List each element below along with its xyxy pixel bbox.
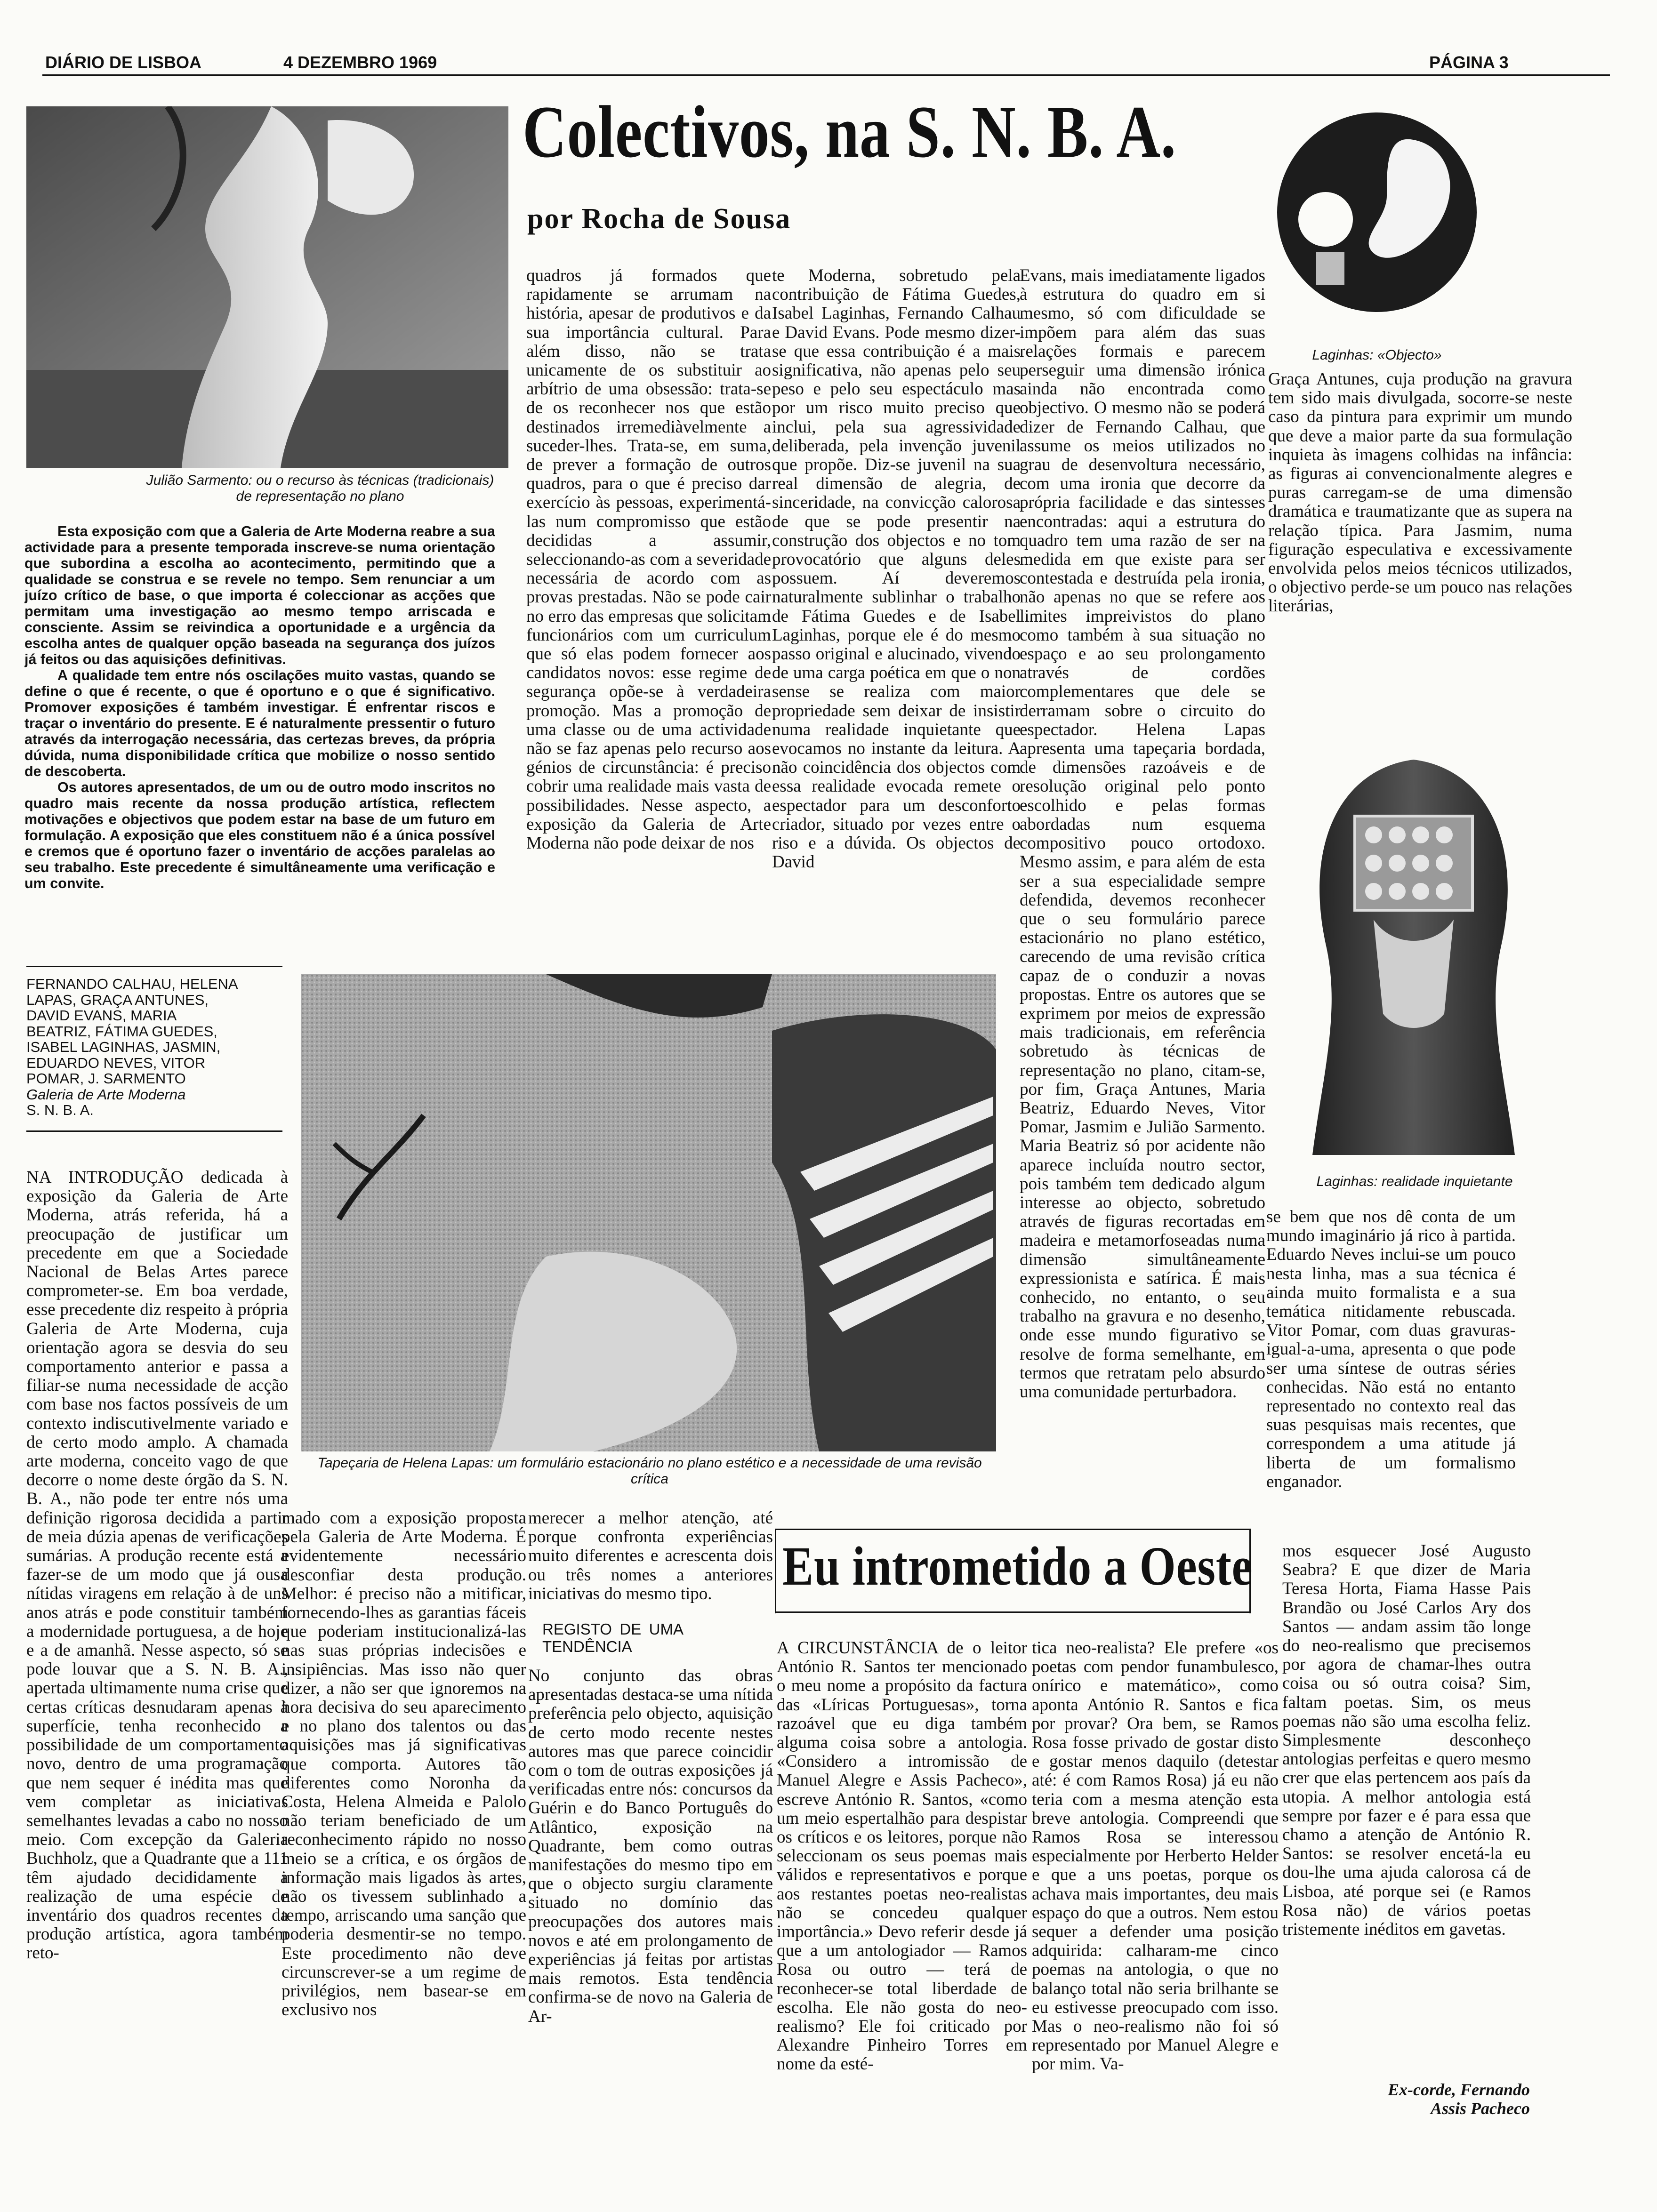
credits-line: ISABEL LAGINHAS, JASMIN, xyxy=(26,1039,221,1055)
article-column-d xyxy=(526,266,771,968)
article2-rule-bottom xyxy=(775,1611,1250,1613)
article2-column-3 xyxy=(1282,1542,1531,2079)
masthead-paper: DIÁRIO DE LISBOA xyxy=(45,53,202,72)
section-heading: REGISTO DE UMA TENDÊNCIA xyxy=(542,1620,684,1656)
photo-laginhas-realidade xyxy=(1279,750,1548,1169)
credits-rule-top xyxy=(26,966,282,967)
masthead-rule xyxy=(42,74,1610,76)
intro-paragraph: Esta exposição com que a Galeria de Arte Moderna reabre a sua actividade para a presente temporada inscreve-se numa orientação que subordina a escolha ao acontecimento, permitindo que a qualidade se construa e se revele no tempo. Sem renunciar a um juízo crítico de base, o que importa é coleccionar as acções que permitam uma investigação ao mesmo tempo arriscada e consciente. Assim se reivindica a oportunidade e a urgência da escolha antes de qualquer opção baseada na segurança dos juízos já feitos ou das aquisições definitivas. xyxy=(24,523,495,667)
photo-objecto-illustration xyxy=(1269,111,1485,313)
article2-column-2 xyxy=(1032,1639,1279,2180)
article-column-b xyxy=(282,1509,526,2180)
article2-signature: Ex-corde, Fernando Assis Pacheco xyxy=(1387,2080,1530,2118)
column-text: NA INTRODUÇÃO dedicada à exposição da Galeria de Arte Moderna, atrás referida, há a preocupação de justificar um precedente em que a Sociedade Nacional de Belas Artes parece comprometer-se. Em boa verdade, esse precedente diz respeito à própria Galeria de Arte Moderna, cuja orientação agora se desvia do seu comportamento anterior e passa a filiar-se numa necessidade de acção com base nos factos possíveis de um contexto indiscutivelmente variado e de certo modo amplo. A chamada arte moderna, conceito vago de que decorre o nome deste órgão da S. N. B. A., não pode ter entre nós uma definição rigorosa decidida a partir de meia dúzia apenas de verificações sumárias. A produção recente está a fazer-se de um modo que já ousa nítidas viragens em relação à de uns anos atrás e pode constituir também a modernidade portuguesa, a de hoje e a de amanhã. Nesse aspecto, só se pode louvar que a S. N. B. A., apertada ultimamente numa crise que certas críticas desnudaram apenas à superfície, tenha reconhecido a possibilidade de um comportamento novo, dentro de uma programação que nem sequer é inédita mas que vem completar as iniciativas semelhantes levadas a cabo no nosso meio. Com excepção da Galeria Buchholz, que a Quadrante que a 111 têm ajudado decididamente a realização de uma espécie de inventário dos quadros recentes da produção artística, agora também reto- xyxy=(26,1168,288,1963)
column-text: te Moderna, sobretudo pela contribuição de Fátima Guedes, Isabel Laginhas, Fernando Calhau e David Evans. Pode mesmo dizer-se que essa contribuição é a mais significativa, não apenas pelo seu peso e pelo seu espectáculo mas por um risco muito preciso que inclui, pela sua agressividade deliberada, pela invenção juvenil que propõe. Diz-se juvenil na sua real dimensão de alegria, de sinceridade, na convicção calorosa de que se pode presentir na construção dos objectos e no tom provocatório que alguns deles possuem. Aí deveremos naturalmente sublinhar o trabalho de Fátima Guedes e de Isabel Laginhas, porque ele é do mesmo passo original e alucinado, vivendo de uma carga poética em que o non sense se realiza com maior propriedade sem deixar de insistir numa realidade inquietante que evocamos no instante da leitura. A não coincidência dos objectos com essa realidade evocada remete o espectador para um desconforto criador, situado por vezes entre o riso e a dúvida. Os objectos de David xyxy=(772,266,1021,872)
photo-juliao-sarmento xyxy=(26,106,508,468)
intro-paragraph: Os autores apresentados, de um ou de outro modo inscritos no quadro mais recente da nossa produção artística, reflectem motivações e objectivos que podem estar na base de um futuro em formulação. A exposição que eles constituem não é a única possível e cremos que é oportuno fazer o inventário de acções paralelas ao seu trabalho. Este precedente é simultâneamente uma verificação e um convite. xyxy=(24,779,495,891)
intro-paragraph: A qualidade tem entre nós oscilações muito vastas, quando se define o que é recente, o que é oportuno e o que é significativo. Promover exposições é também investigar. É enfrentar riscos e traçar o inventário do presente. E é naturalmente pressentir o futuro através da interrogação necessária, das certezas breves, da própria dúvida, numa disponibilidade crítica que mobilize o nosso sentido de descoberta. xyxy=(24,667,495,779)
photo-tapecaria-helena-lapas xyxy=(301,974,996,1451)
credits-line: DAVID EVANS, MARIA xyxy=(26,1007,177,1024)
photo-tapecaria-caption: Tapeçaria de Helena Lapas: um formulário estacionário no plano estético e a necessidade de uma revisão crítica xyxy=(317,1455,982,1487)
photo-laginhas-objecto-caption: Laginhas: «Objecto» xyxy=(1312,347,1442,363)
article-column-f xyxy=(1020,266,1265,1523)
photo-realidade-illustration xyxy=(1279,750,1548,1169)
column-text: mos esquecer José Augusto Seabra? E que dizer de Maria Teresa Horta, Fiama Hasse Pais Brandão ou José Carlos Ary dos Santos — andam assim tão longe do neo-realismo que precisemos por agora de chamar-lhes outra coisa ou só outra coisa? Sim, faltam poetas. Sim, os meus poemas não são uma escolha feliz. Simplesmente desconheço antologias perfeitas e quero mesmo crer que elas pertencem aos país da utopia. A melhor antologia está sempre por fazer e é para essa que chamo a atenção de António R. Santos: se resolver encetá-la eu dou-lhe uma ajuda calorosa cá de Lisboa, até porque sei (e Ramos Rosa não) de vários poetas tristemente inéditos em gavetas. xyxy=(1282,1542,1531,1940)
masthead-page: PÁGINA 3 xyxy=(1429,53,1509,72)
credits-line: BEATRIZ, FÁTIMA GUEDES, xyxy=(26,1023,217,1040)
article-title: Colectivos, na S. N. B. A. xyxy=(523,91,1176,173)
photo-juliao-sarmento-caption: Julião Sarmento: ou o recurso às técnicas (tradicionais) de representação no plano xyxy=(146,473,494,504)
article-intro xyxy=(24,523,495,947)
article-column-c xyxy=(528,1509,773,2180)
photo-tapecaria-illustration xyxy=(301,974,996,1451)
article-byline: por Rocha de Sousa xyxy=(527,203,791,235)
column-text: mado com a exposição proposta pela Galeria de Arte Moderna. É evidentemente necessário desconfiar desta produção. Melhor: é preciso não a mitificar, fornecendo-lhes as garantias fáceis que poderiam institucionalizá-las nas suas próprias indecisões e insipiências. Mas isso não quer dizer, a não ser que ignoremos na hora decisiva do seu aparecimento e no plano dos talentos ou das aquisições mas já significativas que comporta. Autores tão diferentes como Noronha da Costa, Helena Almeida e Palolo não teriam beneficiado de um reconhecimento rápido no nosso meio se a crítica, e os órgãos de informação mais ligados às artes, não os tivessem sublinhado a tempo, arriscando uma sanção que poderia desmentir-se no tempo. Este procedimento não deve circunscrever-se a um regime de privilégios, nem basear-se em exclusivo nos xyxy=(282,1509,526,2020)
photo-figure-illustration xyxy=(26,106,508,468)
credits-line: S. N. B. A. xyxy=(26,1102,94,1118)
credits-line: POMAR, J. SARMENTO xyxy=(26,1070,186,1087)
masthead-date: 4 DEZEMBRO 1969 xyxy=(283,53,437,72)
article2-title: Eu intrometido a Oeste xyxy=(782,1535,1253,1597)
article-column-a xyxy=(26,1168,288,2180)
photo-laginhas-realidade-caption: Laginhas: realidade inquietante xyxy=(1316,1174,1513,1189)
article-column-g xyxy=(1268,370,1572,728)
credits-venue: Galeria de Arte Moderna xyxy=(26,1086,186,1103)
article2-rule-left xyxy=(775,1529,776,1613)
column-text: No conjunto das obras apresentadas destaca-se uma nítida preferência pelo objecto, aquisição de certo modo recente nestes autores mas que parece coincidir com o tom de outras exposições já verificadas entre nós: concursos da Guérin e do Banco Português do Atlântico, exposição na Quadrante, bem como outras manifestações do mesmo tipo em que o objecto surgiu claramente situado no domínio das preocupações dos autores mais novos e até em prolongamento de experiências já feitas por artistas mais remotos. Esta tendência confirma-se de novo na Galeria de Ar- xyxy=(528,1666,773,2026)
column-text: Evans, mais imediatamente ligados à estrutura do quadro em si mesmo, só com dificuldade se impõem para além das suas relações formais e parecem perseguir uma dimensão irónica ainda não encontrada como objectivo. O mesmo não se poderá dizer de Fernando Calhau, que assume os meios utilizados no grau de desenvoltura necessário, com uma ironia que decorre da própria facilidade e das sintesses encontradas: aqui a estrutura do quadro tem uma razão de ser na medida em que existe para ser contestada e destruída pela ironia, não apenas no que se refere aos limites impreivistos do plano como também à sua situação no espaço e ao seu prolongamento através de cordões complementares que dele se derramam sobre o circuito do espectador. Helena Lapas apresenta uma tapeçaria bordada, de dimensões razoáveis e de resolução original pelo ponto escolhido e pelas formas abordadas num esquema compositivo pouco ortodoxo. Mesmo assim, e para além de esta ser a sua especialidade sempre defendida, devemos reconhecer que o seu formulário parece estacionário no plano estético, carecendo de uma revisão crítica capaz de o conduzir a novas propostas. Entre os autores que se exprimem por meios de expressão mais tradicionais, em referência sobretudo às técnicas de representação no plano, citam-se, por fim, Graça Antunes, Maria Beatriz, Eduardo Neves, Vitor Pomar, Jasmim e Julião Sarmento. Maria Beatriz só por acidente não aparece incluída noutro sector, pois também tem dedicado algum interesse ao objecto, sobretudo através de figuras recortadas em madeira e metamorfoseadas numa dimensão simultâneamente expressionista e satírica. É mais conhecido, no entanto, o seu trabalho na gravura e no desenho, onde esse mundo figurativo se resolve de forma semelhante, em termos que retratam pelo absurdo uma comunidade perturbadora. xyxy=(1020,266,1265,1402)
article2-rule-top xyxy=(775,1529,1250,1530)
photo-laginhas-objecto xyxy=(1269,111,1485,313)
article-column-h xyxy=(1266,1208,1516,1514)
credits-rule-bottom xyxy=(26,1130,282,1132)
column-text: tica neo-realista? Ele prefere «os poetas com pendor funambulesco, onírico e matemático», como aponta António R. Santos e fica por provar? Ora bem, se Ramos Rosa fosse privado de gostar disto e gostar menos daquilo (detestar até: é com Ramos Rosa) já eu não teria com a mesma atenção esta breve antologia. Compreendi que Ramos Rosa se interessou especialmente por Herberto Helder e que a uns poetas, porque os achava mais importantes, deu mais espaço do que a outros. Nem estou sequer a defender uma posição adquirida: calharam-me cinco poemas na antologia, o que no balanço total não seria brilhante se eu estivesse preocupado com isso. Mas o neo-realismo não foi só representado por Manuel Alegre e por mim. Va- xyxy=(1032,1639,1279,2074)
column-text: A CIRCUNSTÂNCIA de o leitor António R. Santos ter mencionado o meu nome a propósito da factura das «Líricas Portuguesas», torna razoável que eu diga também alguma coisa sobre a antologia. «Considero a intromissão de Manuel Alegre e Assis Pacheco», escreve António R. Santos, «como um meio espertalhão para despistar os críticos e os leitores, porque não seleccionam os seus poemas mais válidos e representativos e porque aos restantes poetas neo-realistas não se concedeu qualquer importância.» Devo referir desde já que a um antologiador — Ramos Rosa ou outro — terá de reconhecer-se total liberdade de escolha. Ele não gosta do neo-realismo? Ele foi criticado por Alexandre Pinheiro Torres em nome da esté- xyxy=(777,1639,1027,2074)
article-column-e xyxy=(772,266,1021,968)
column-text: se bem que nos dê conta de um mundo imaginário já rico à partida. Eduardo Neves inclui-se um pouco nesta linha, mas a sua técnica é ainda muito formalista e a sua temática nitidamente rebuscada. Vitor Pomar, com duas gravuras-igual-a-uma, apresenta o que pode ser uma síntese de outras séries conhecidas. Não está no entanto representado no contexto real das suas pesquisas mais recentes, que correspondem a uma atitude já liberta de um formalismo enganador. xyxy=(1266,1208,1516,1491)
column-text: quadros já formados que rapidamente se arrumam na história, apesar de produtivos e da sua importância cultural. Para além disso, não se trata unicamente de os substituir ao arbítrio de uma obsessão: trata-se de os reconhecer nos que estão destinados irremediàvelmente a suceder-lhes. Trata-se, em suma, de prever a formação de outros quadros, para o que é preciso dar exercício às pessoas, experimentá-las num compromisso que estão decididas a assumir, seleccionando-as com a severidade necessária de acordo com as provas prestadas. Não se pode cair no erro das empresas que solicitam funcionários com um curriculum que só elas podem fornecer aos candidatos novos: esse regime de segurança opõe-se à verdadeira promoção. Mas a promoção de uma classe ou de uma actividade não se faz apenas pelo recurso aos génios de circunstância: é preciso cobrir uma realidade mais vasta de possibilidades. Nesse aspecto, a exposição da Galeria de Arte Moderna não pode deixar de nos xyxy=(526,266,771,853)
exhibition-credits xyxy=(26,976,290,1118)
article2-column-1 xyxy=(777,1639,1027,2180)
credits-line: LAPAS, GRAÇA ANTUNES, xyxy=(26,991,209,1008)
column-text: Graça Antunes, cuja produção na gravura tem sido mais divulgada, socorre-se neste caso da pintura para exprimir um mundo que deve a maior parte da sua formulação inquieta às imagens colhidas na infância: as figuras ai convencionalmente alegres e puras carregam-se de uma dimensão dramática e traumatizante que as supera na relação típica. Para Jasmim, numa figuração especulativa e excessivamente envolvida pelos meios técnicos utilizados, o objectivo perde-se um pouco nas relações literárias, xyxy=(1268,370,1572,616)
column-text: merecer a melhor atenção, até porque confronta experiências muito diferentes e acrescenta dois ou três nomes a anteriores iniciativas do mesmo tipo. xyxy=(528,1509,773,1603)
credits-line: EDUARDO NEVES, VITOR xyxy=(26,1054,206,1071)
credits-line: FERNANDO CALHAU, HELENA xyxy=(26,976,238,992)
